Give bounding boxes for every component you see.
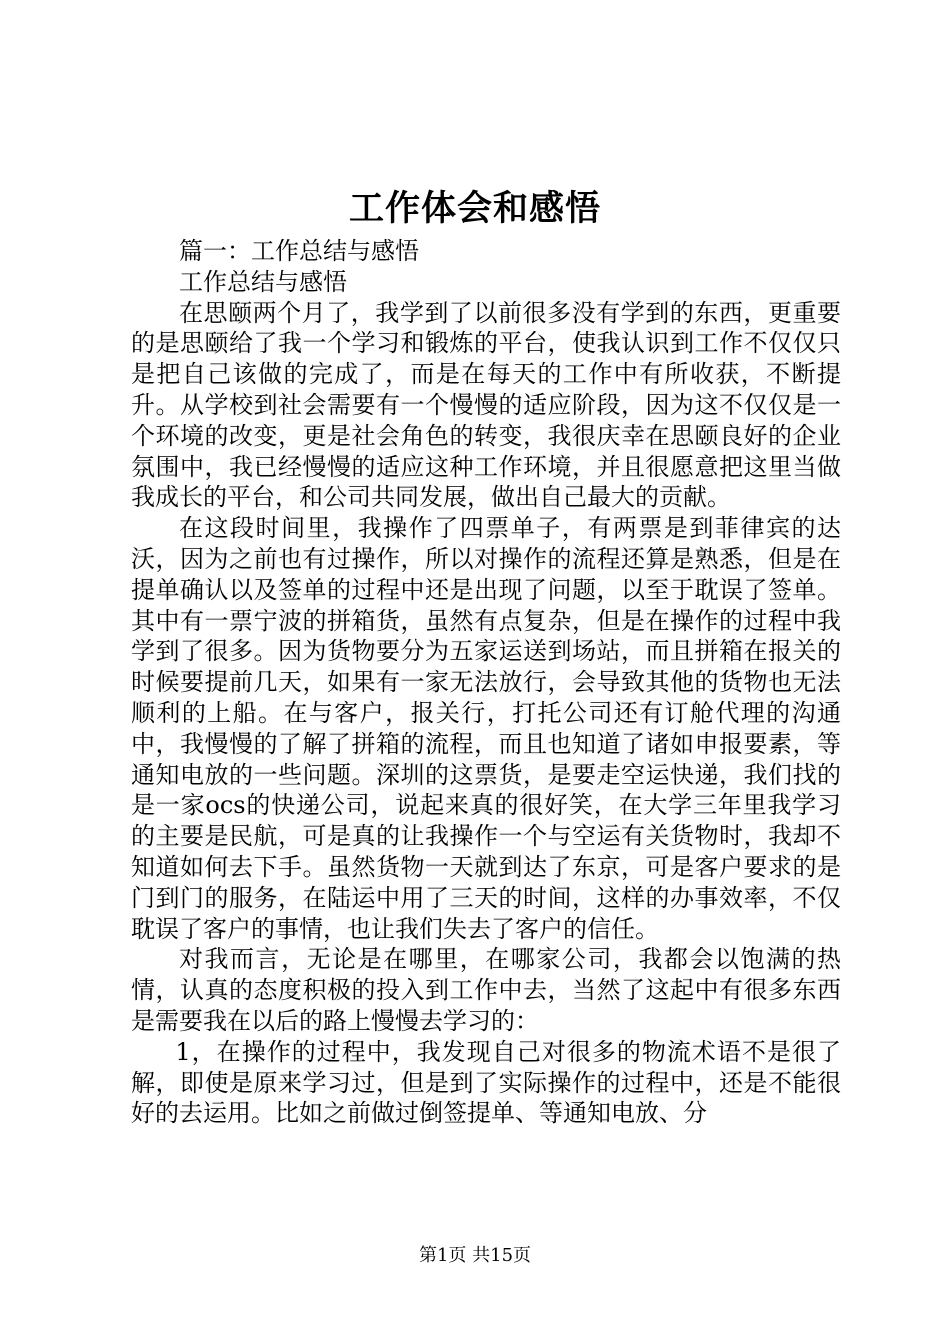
body-paragraph: 在这段时间里，我操作了四票单子，有两票是到菲律宾的达沃，因为之前也有过操作，所以对操作的流程还算是熟悉，但是在提单确认以及签单的过程中还是出现了问题，以至于耽误了签单。其中有一票宁波的拼箱货，虽然有点复杂，但是在操作的过程中我学到了很多。因为货物要分为五家运送到场站，而且拼箱在报关的时候要提前几天，如果有一家无法放行，会导致其他的货物也无法顺利的上船。在与客户，报关行，打托公司还有订舱代理的沟通中，我慢慢的了解了拼箱的流程，而且也知道了诸如申报要素，等通知电放的一些问题。深圳的这票货，是要走空运快递，我们找的是一家ocs的快递公司，说起来真的很好笑，在大学三年里我学习的主要是民航，可是真的让我操作一个与空运有关货物时，我却不知道如何去下手。虽然货物一天就到达了东京，可是客户要求的是门到门的服务，在陆运中用了三天的时间，这样的办事效率，不仅耽误了客户的事情，也让我们失去了客户的信任。 <box>131 514 841 943</box>
section-heading: 篇一：工作总结与感悟 <box>179 237 419 265</box>
numbered-list-item: 1，在操作的过程中，我发现自己对很多的物流术语不是很了解，即使是原来学习过，但是到了实际操作的过程中，还是不能很好的去运用。比如之前做过倒签提单、等通知电放、分 <box>131 1037 841 1128</box>
page-footer: 第1页 共15页 <box>418 1245 532 1266</box>
document-title: 工作体会和感悟 <box>348 188 601 229</box>
body-paragraph: 对我而言，无论是在哪里，在哪家公司，我都会以饱满的热情，认真的态度积极的投入到工作中去，当然了这起中有很多东西是需要我在以后的路上慢慢去学习的： <box>131 945 841 1035</box>
subsection-heading: 工作总结与感悟 <box>179 267 347 296</box>
body-paragraph: 在思颐两个月了，我学到了以前很多没有学到的东西，更重要的是思颐给了我一个学习和锻炼的平台，使我认识到工作不仅仅只是把自己该做的完成了，而是在每天的工作中有所收获，不断提升。从学校到社会需要有一个慢慢的适应阶段，因为这不仅仅是一个环境的改变，更是社会角色的转变，我很庆幸在思颐良好的企业氛围中，我已经慢慢的适应这种工作环境，并且很愿意把这里当做我成长的平台，和公司共同发展，做出自己最大的贡献。 <box>131 298 841 512</box>
document-body <box>131 236 841 1129</box>
